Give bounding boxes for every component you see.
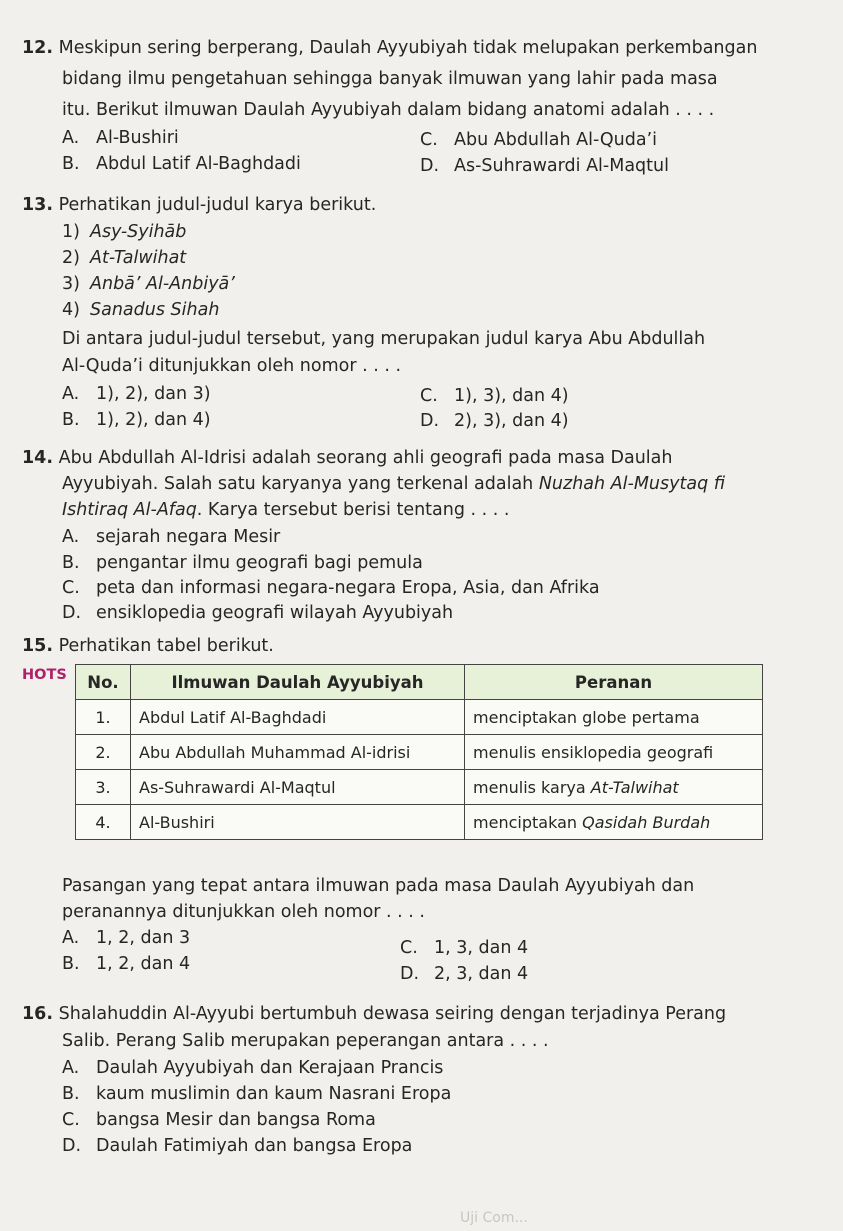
- q14-line-3: Ishtiraq Al-Afaq. Karya tersebut berisi tentang . . . .: [62, 500, 510, 520]
- table-row: 1. Abdul Latif Al-Baghdadi menciptakan globe pertama: [76, 700, 763, 735]
- q12-line-2: bidang ilmu pengetahuan sehingga banyak ilmuwan yang lahir pada masa: [62, 69, 718, 89]
- q13-item-1: 1) Asy-Syihāb: [62, 222, 187, 242]
- q16-number: 16.: [22, 1004, 54, 1024]
- footer-label: Uji Com...: [460, 1210, 528, 1226]
- q14-line-1: 14. Abu Abdullah Al-Idrisi adalah seorang ahli geografi pada masa Daulah: [22, 448, 673, 468]
- q13-item-2: 2) At-Talwihat: [62, 248, 187, 268]
- q13-item-3: 3) Anbā’ Al-Anbiyā’: [62, 274, 235, 294]
- q14-option-c[interactable]: C. peta dan informasi negara-negara Eropa, Asia, dan Afrika: [62, 578, 600, 598]
- table-row: 2. Abu Abdullah Muhammad Al-idrisi menulis ensiklopedia geografi: [76, 735, 763, 770]
- q15-question-line-2: peranannya ditunjukkan oleh nomor . . . .: [62, 902, 425, 922]
- q13-option-d[interactable]: D. 2), 3), dan 4): [420, 411, 569, 431]
- q15-number: 15.: [22, 636, 54, 656]
- q15-option-d[interactable]: D. 2, 3, dan 4: [400, 964, 529, 984]
- q15-intro: 15. Perhatikan tabel berikut.: [22, 636, 274, 656]
- q16-line-2: Salib. Perang Salib merupakan peperangan antara . . . .: [62, 1031, 549, 1051]
- q15-option-b[interactable]: B. 1, 2, dan 4: [62, 954, 191, 974]
- q13-option-a[interactable]: A. 1), 2), dan 3): [62, 384, 211, 404]
- q12-option-c[interactable]: C. Abu Abdullah Al-Quda’i: [420, 130, 658, 150]
- table-header-scientist: Ilmuwan Daulah Ayyubiyah: [131, 665, 465, 700]
- q13-intro: 13. Perhatikan judul-judul karya berikut.: [22, 195, 377, 215]
- q13-option-c[interactable]: C. 1), 3), dan 4): [420, 386, 569, 406]
- scientist-table: [75, 664, 763, 840]
- q15-question-line-1: Pasangan yang tepat antara ilmuwan pada masa Daulah Ayyubiyah dan: [62, 876, 695, 896]
- q14-option-d[interactable]: D. ensiklopedia geografi wilayah Ayyubiyah: [62, 603, 454, 623]
- q12-number: 12.: [22, 38, 54, 58]
- q12-option-b[interactable]: B. Abdul Latif Al-Baghdadi: [62, 154, 301, 174]
- table-header-row: [76, 665, 763, 700]
- q13-question-line-2: Al-Quda’i ditunjukkan oleh nomor . . . .: [62, 356, 402, 376]
- table-header-no: No.: [76, 665, 131, 700]
- q14-number: 14.: [22, 448, 54, 468]
- q12-line-3: itu. Berikut ilmuwan Daulah Ayyubiyah dalam bidang anatomi adalah . . . .: [62, 100, 715, 120]
- q16-option-b[interactable]: B. kaum muslimin dan kaum Nasrani Eropa: [62, 1084, 452, 1104]
- q16-option-c[interactable]: C. bangsa Mesir dan bangsa Roma: [62, 1110, 376, 1130]
- q13-option-b[interactable]: B. 1), 2), dan 4): [62, 410, 211, 430]
- q14-option-a[interactable]: A. sejarah negara Mesir: [62, 527, 281, 547]
- q16-option-a[interactable]: A. Daulah Ayyubiyah dan Kerajaan Prancis: [62, 1058, 444, 1078]
- q13-item-4: 4) Sanadus Sihah: [62, 300, 220, 320]
- q14-line-2: Ayyubiyah. Salah satu karyanya yang terkenal adalah Nuzhah Al-Musytaq fi: [62, 474, 726, 494]
- q16-option-d[interactable]: D. Daulah Fatimiyah dan bangsa Eropa: [62, 1136, 413, 1156]
- table-row: 4. Al-Bushiri menciptakan Qasidah Burdah: [76, 805, 763, 840]
- q15-option-a[interactable]: A. 1, 2, dan 3: [62, 928, 191, 948]
- q12-text-1: Meskipun sering berperang, Daulah Ayyubiyah tidak melupakan perkembangan: [58, 38, 758, 58]
- q13-question-line-1: Di antara judul-judul tersebut, yang merupakan judul karya Abu Abdullah: [62, 329, 706, 349]
- q12-option-d[interactable]: D. As-Suhrawardi Al-Maqtul: [420, 156, 669, 176]
- q14-option-b[interactable]: B. pengantar ilmu geografi bagi pemula: [62, 553, 423, 573]
- q15-option-c[interactable]: C. 1, 3, dan 4: [400, 938, 529, 958]
- table-header-role: Peranan: [465, 665, 763, 700]
- hots-badge: HOTS: [22, 667, 67, 683]
- q13-number: 13.: [22, 195, 54, 215]
- q12-line-1: [22, 38, 757, 59]
- q12-option-a[interactable]: A. Al-Bushiri: [62, 128, 179, 148]
- table-row: 3. As-Suhrawardi Al-Maqtul menulis karya At-Talwihat: [76, 770, 763, 805]
- q16-line-1: 16. Shalahuddin Al-Ayyubi bertumbuh dewasa seiring dengan terjadinya Perang: [22, 1004, 727, 1024]
